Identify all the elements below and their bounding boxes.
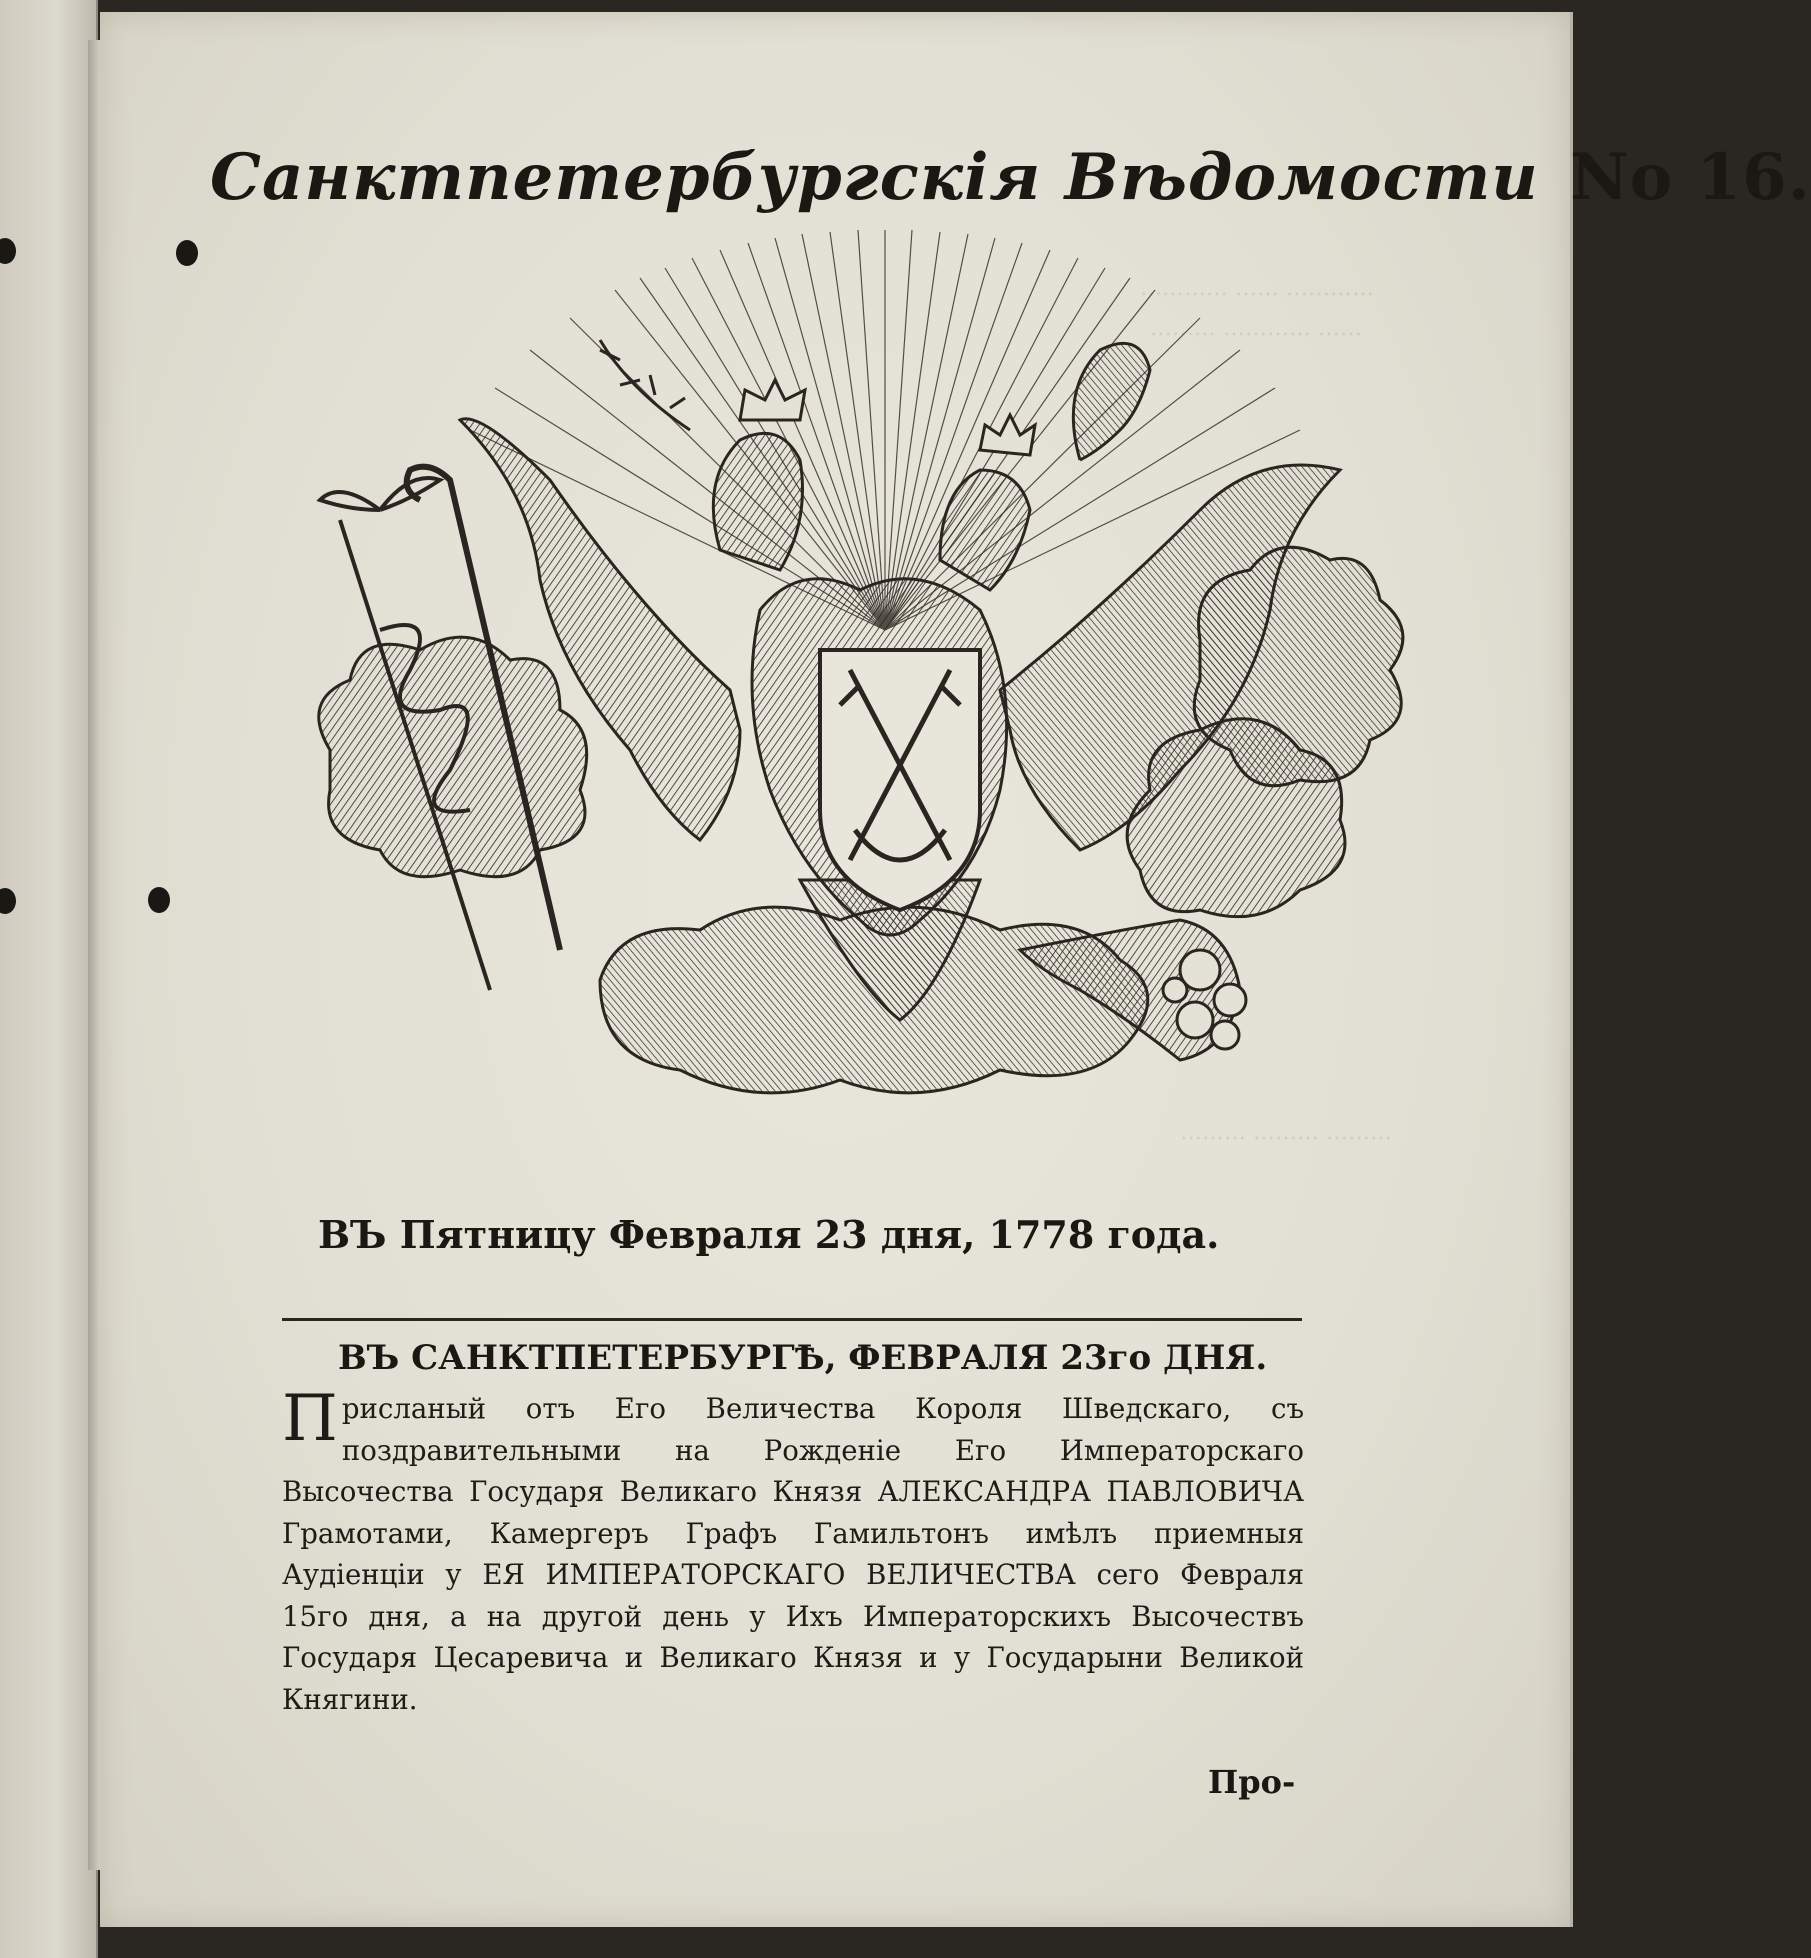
binding-hole: [176, 240, 198, 266]
shield: [820, 650, 980, 910]
newspaper-title: Санктпетербургскія Вѣдомости: [210, 140, 1539, 215]
article-body: Присланый отъ Его Величества Короля Шведскаго, съ поздравительными на Рожденіе Его Императорскаго Высочества Государя Великаго Князя АЛЕКСАНДРА ПАВЛОВИЧА Грамотами, Камергеръ Графъ Гамильтонъ имѣлъ приемныя Аудіенціи у ЕЯ ИМПЕРАТОРСКАГО ВЕЛИЧЕСТВА сего Февраля 15го дня, а на другой день у Ихъ Императорскихъ Высочествъ Государя Цесаревича и Великаго Князя и у Государыни Великой Княгини.: [282, 1382, 1304, 1716]
feather-icon: [1073, 343, 1150, 460]
binding-hole: [148, 887, 170, 913]
left-page-edge: [0, 0, 98, 1958]
divider-rule: [282, 1318, 1302, 1321]
article-headline: ВЪ САНКТПЕТЕРБУРГѢ, ФЕВРАЛЯ 23го ДНЯ.: [338, 1338, 1268, 1378]
bleed-through: ……… ……… ………: [1180, 1120, 1392, 1145]
catchword: Про-: [1208, 1763, 1296, 1801]
issue-number: No 16.: [1570, 140, 1811, 215]
bleed-through: ……… ………… ……: [1150, 316, 1362, 341]
issue-date: ВЪ Пятницу Февраля 23 дня, 1778 года.: [318, 1212, 1220, 1257]
binding-hole: [0, 238, 16, 264]
double-headed-eagle-icon: [300, 230, 1480, 1205]
bleed-through: ………… …… …………: [1140, 276, 1374, 301]
binding-hole: [0, 888, 16, 914]
